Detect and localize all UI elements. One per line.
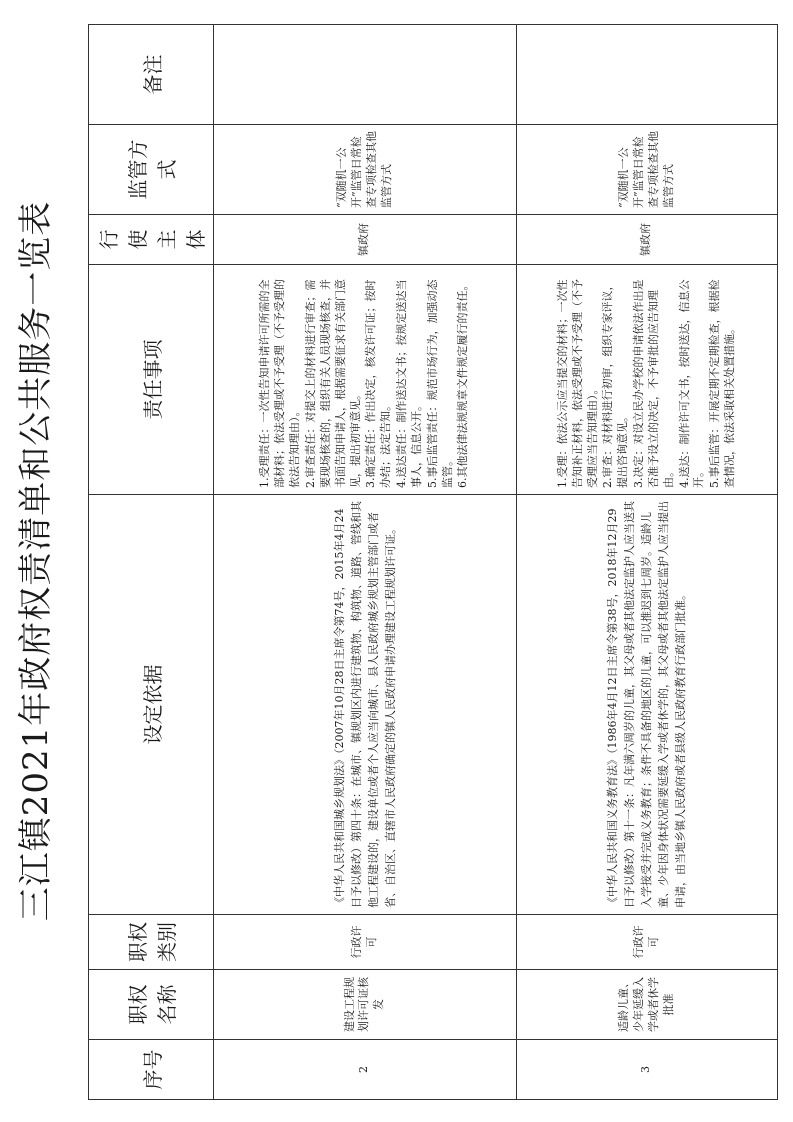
- row-subject: 镇政府: [516, 215, 777, 265]
- responsibility-table: [88, 24, 778, 1100]
- table-row: [214, 25, 517, 1100]
- duty-item: 5.事后监管责任：规范市场行为，加强动态监管。: [425, 279, 454, 488]
- header-subject: 行使主体: [89, 215, 214, 265]
- header-no: 序号: [89, 1040, 214, 1100]
- table-header-row: [89, 25, 214, 1100]
- header-duties: 责任事项: [89, 265, 214, 495]
- duty-item: 1.受理：依法公示应当提交的材料；一次性告知补正材料，依法受理或不予受理（不予受理应当告知理由）。: [555, 279, 599, 488]
- row-supervision: “双随机一公开”监管日常检查专项检查其他监管方式: [214, 125, 517, 215]
- row-supervision: “双随机一公开”监管日常检查专项检查其他监管方式: [516, 125, 777, 215]
- row-note: [214, 25, 517, 125]
- row-no: 3: [516, 1040, 777, 1100]
- row-basis: 《中华人民共和国义务教育法》（1986年4月12日主席令第38号，2018年12月29日予以修改）第十一条：凡年满六周岁的儿童，其父母或者其他法定监护人应当送其入学接受并完成义务教育；条件不具备的地区的儿童，可以推迟到七周岁。适龄儿童、少年因身体状况需要延缓入学或者休学的，其父母或者其他法定监护人应当提出申请，由当地乡镇人民政府或者县级人民政府教育行政部门批准。: [516, 495, 777, 915]
- duty-item: 3.确定责任：作出决定，核发许可证；按时办结；法定告知。: [364, 279, 393, 488]
- table-row: [516, 25, 777, 1100]
- duty-item: 5.事后监管：开展定期不定期检查，根据检查情况，依法采取相关处置措施。: [708, 279, 737, 488]
- header-category: 职权类别: [89, 915, 214, 970]
- duty-item: 6.其他法律法规规章文件规定履行的责任。: [456, 279, 470, 488]
- header-note: 备注: [89, 25, 214, 125]
- row-subject: 镇政府: [214, 215, 517, 265]
- row-name: 建设工程规划许可证核发: [214, 970, 517, 1040]
- duty-item: 2.审查责任：对提交上的材料进行审查；需要现场核查的，组织有关人员现场核查，并书面告知申请人，根据需要征求有关部门意见，提出初审意见。: [304, 279, 362, 488]
- duty-item: 3.决定：对设立民办学校的申请依法作出是否准予设立的决定，不予审批的应告知理由。: [632, 279, 675, 488]
- row-duties: [516, 265, 777, 495]
- row-name: 适龄儿童、少年延缓入学或者休学批准: [516, 970, 777, 1040]
- page-title: 三江镇2021年政府权责清单和公共服务一览表: [16, 200, 56, 922]
- row-category: 行政许可: [516, 915, 777, 970]
- row-note: [516, 25, 777, 125]
- row-no: 2: [214, 1040, 517, 1100]
- row-duties: [214, 265, 517, 495]
- header-supervision: 监管方式: [89, 125, 214, 215]
- duty-item: 4.送达：制作许可文书，按时送达，信息公开。: [677, 279, 706, 488]
- duty-item: 1.受理责任：一次性告知申请许可所需的全部材料；依法受理或不予受理（不予受理的依法告知理由）。: [258, 279, 302, 488]
- row-category: 行政许可: [214, 915, 517, 970]
- duty-item: 2.审查：对材料进行初审，组织专家评议，提出咨询意见。: [601, 279, 630, 488]
- header-name: 职权名称: [89, 970, 214, 1040]
- duty-item: 4.送达责任：制作送达文书；按规定送达当事人，信息公开。: [395, 279, 423, 488]
- header-basis: 设定依据: [89, 495, 214, 915]
- row-basis: 《中华人民共和国城乡规划法》（2007年10月28日主席令第74号，2015年4月24日予以修改）第四十条：在城市、镇规划区内进行建筑物、构筑物、道路、管线和其他工程建设的，建设单位或者个人应当向城市、县人民政府城乡规划主管部门或者省、自治区、直辖市人民政府确定的镇人民政府申请办理建设工程规划许可证。: [214, 495, 517, 915]
